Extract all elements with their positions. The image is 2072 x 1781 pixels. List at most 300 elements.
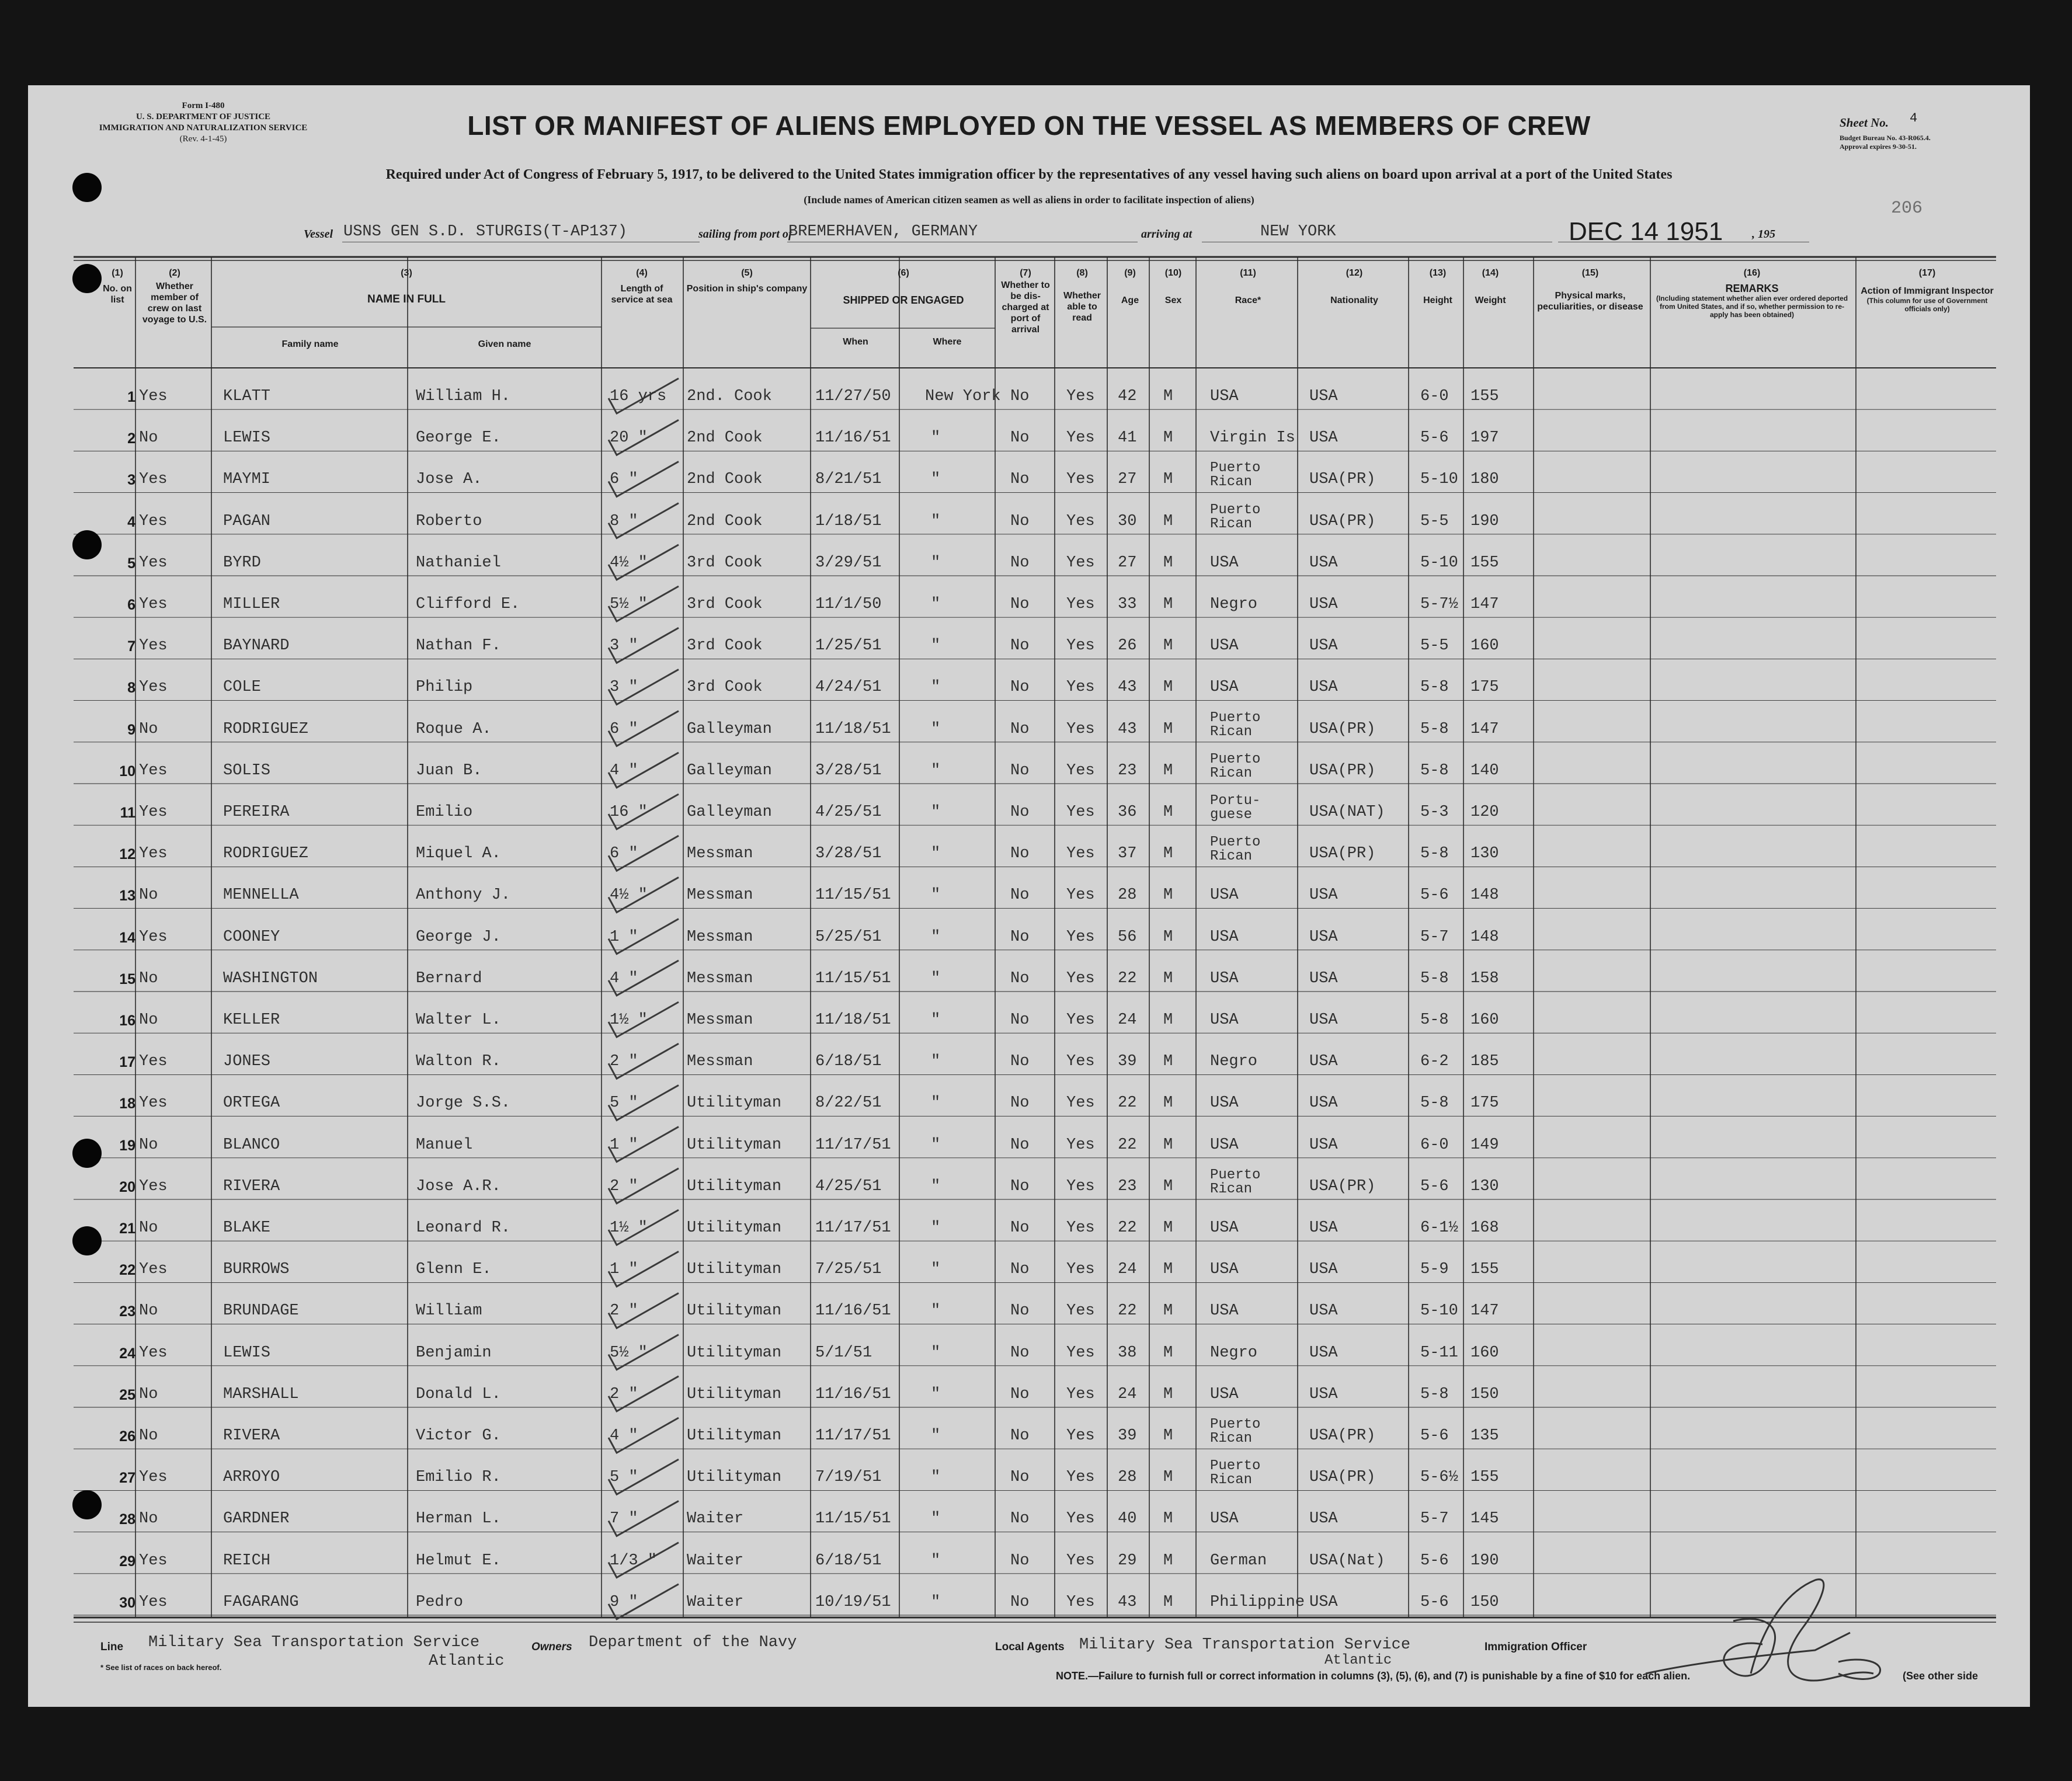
position: Messman: [687, 1011, 753, 1029]
sex: M: [1163, 969, 1173, 987]
age: 22: [1118, 1219, 1137, 1237]
col12-header: Nationality: [1330, 295, 1378, 305]
col10-header: Sex: [1164, 295, 1182, 305]
nationality: USA: [1309, 388, 1338, 405]
sex: M: [1163, 720, 1173, 738]
discharge: No: [1010, 1427, 1030, 1445]
page-title: LIST OR MANIFEST OF ALIENS EMPLOYED ON THE VESSEL AS MEMBERS OF CREW: [467, 110, 1591, 141]
service-length: 1 ": [610, 1136, 638, 1154]
sex: M: [1163, 1344, 1173, 1362]
weight: 155: [1470, 1469, 1499, 1487]
crew-last-voyage: No: [139, 886, 158, 905]
shipped-where: ": [931, 1469, 941, 1487]
shipped-where: ": [931, 928, 941, 946]
race: Puerto Rican: [1210, 502, 1261, 532]
discharge: No: [1010, 471, 1030, 489]
line-value: Military Sea Transportation Service: [148, 1634, 480, 1651]
position: Galleyman: [687, 720, 772, 738]
crew-last-voyage: No: [139, 1136, 158, 1154]
crew-last-voyage: No: [139, 969, 158, 987]
age: 22: [1118, 1136, 1137, 1154]
row-number: 4: [127, 513, 135, 530]
height: 5-6: [1420, 429, 1449, 447]
height: 5-11: [1420, 1344, 1458, 1362]
service-length: 1 ": [610, 928, 638, 946]
able-to-read: Yes: [1066, 1261, 1095, 1279]
service-length: 9 ": [610, 1593, 638, 1611]
service-length: 16 yrs: [610, 388, 667, 405]
position: Galleyman: [687, 761, 772, 780]
race: USA: [1210, 1094, 1239, 1112]
family-name: WASHINGTON: [223, 969, 318, 987]
service-length: 6 ": [610, 845, 638, 863]
shipped-where: New York: [925, 388, 1001, 405]
position: Utilityman: [687, 1094, 782, 1112]
weight: 140: [1470, 761, 1499, 780]
family-name: RIVERA: [223, 1177, 280, 1195]
able-to-read: Yes: [1066, 596, 1095, 613]
service-length: 1½ ": [610, 1219, 648, 1237]
family-name: JONES: [223, 1053, 271, 1071]
family-name: GARDNER: [223, 1510, 290, 1528]
given-name: George E.: [416, 429, 501, 447]
shipped-when: 3/28/51: [815, 845, 882, 863]
row-number: 8: [127, 680, 135, 697]
service-length: 1 ": [610, 1261, 638, 1279]
sex: M: [1163, 1219, 1173, 1237]
able-to-read: Yes: [1066, 554, 1095, 572]
sheet-number: 4: [1910, 111, 1918, 126]
crew-last-voyage: Yes: [139, 1344, 168, 1362]
able-to-read: Yes: [1066, 1385, 1095, 1403]
col14-number: (14): [1482, 268, 1499, 278]
nationality: USA: [1309, 1136, 1338, 1154]
nationality: USA: [1309, 1385, 1338, 1403]
departure-port: BREMERHAVEN, GERMANY: [788, 223, 978, 241]
crew-last-voyage: Yes: [139, 554, 168, 572]
shipped-where: ": [931, 1177, 941, 1195]
sex: M: [1163, 1094, 1173, 1112]
sex: M: [1163, 1552, 1173, 1570]
age: 40: [1118, 1510, 1137, 1528]
height: 5-5: [1420, 512, 1449, 530]
age: 22: [1118, 1302, 1137, 1320]
given-name: Roque A.: [416, 720, 492, 738]
row-number: 18: [119, 1095, 135, 1112]
nationality: USA: [1309, 1053, 1338, 1071]
height: 5-6½: [1420, 1469, 1458, 1487]
col14-header: Weight: [1475, 295, 1506, 305]
nationality: USA: [1309, 1219, 1338, 1237]
col17-number: (17): [1918, 268, 1936, 278]
shipped-where: ": [931, 554, 941, 572]
discharge: No: [1010, 1053, 1030, 1071]
discharge: No: [1010, 1219, 1030, 1237]
row-number: 14: [119, 929, 135, 946]
family-name: PEREIRA: [223, 803, 290, 821]
position: Utilityman: [687, 1427, 782, 1445]
service-length: 5½ ": [610, 1344, 648, 1362]
weight: 145: [1470, 1510, 1499, 1528]
binder-hole: [72, 1226, 102, 1255]
sex: M: [1163, 1302, 1173, 1320]
sex: M: [1163, 429, 1173, 447]
row-number: 27: [119, 1470, 135, 1487]
discharge: No: [1010, 1136, 1030, 1154]
given-name: Pedro: [416, 1593, 464, 1611]
shipped-where: ": [931, 512, 941, 530]
col16-number: (16): [1743, 268, 1761, 278]
sex: M: [1163, 761, 1173, 780]
family-name: RODRIGUEZ: [223, 720, 308, 738]
nationality: USA(Nat): [1309, 1552, 1385, 1570]
stamp-number: 206: [1891, 199, 1923, 218]
race: USA: [1210, 1219, 1239, 1237]
given-name: Donald L.: [416, 1385, 501, 1403]
owners-value: Department of the Navy: [589, 1634, 797, 1651]
position: Messman: [687, 886, 753, 905]
year-suffix: , 195: [1752, 228, 1775, 241]
shipped-when: 3/29/51: [815, 554, 882, 572]
service-length: 3 ": [610, 679, 638, 697]
given-name: Anthony J.: [416, 886, 511, 905]
able-to-read: Yes: [1066, 1427, 1095, 1445]
given-name: Miquel A.: [416, 845, 501, 863]
row-number: 20: [119, 1178, 135, 1195]
col16-subheader: (Including statement whether alien ever ordered deported from United States, and if so, whether permission to re-apply has been obtained): [1656, 294, 1848, 319]
able-to-read: Yes: [1066, 1219, 1095, 1237]
sex: M: [1163, 1136, 1173, 1154]
nationality: USA(PR): [1309, 1427, 1376, 1445]
race: USA: [1210, 1302, 1239, 1320]
shipped-where: ": [931, 637, 941, 655]
col3a-header: Family name: [281, 339, 339, 349]
race: Negro: [1210, 1053, 1258, 1071]
row-number: 9: [127, 721, 135, 738]
discharge: No: [1010, 803, 1030, 821]
sex: M: [1163, 886, 1173, 905]
row-number: 3: [127, 472, 135, 489]
weight: 175: [1470, 1094, 1499, 1112]
crew-last-voyage: Yes: [139, 388, 168, 405]
row-number: 11: [120, 805, 135, 821]
shipped-when: 6/18/51: [815, 1053, 882, 1071]
service-length: 3 ": [610, 637, 638, 655]
crew-last-voyage: Yes: [139, 1177, 168, 1195]
row-number: 21: [119, 1220, 135, 1237]
discharge: No: [1010, 1593, 1030, 1611]
sex: M: [1163, 1177, 1173, 1195]
service-name: IMMIGRATION AND NATURALIZATION SERVICE: [99, 123, 308, 133]
family-name: BLAKE: [223, 1219, 271, 1237]
row-number: 29: [119, 1553, 135, 1570]
shipped-where: ": [931, 1011, 941, 1029]
sex: M: [1163, 845, 1173, 863]
shipped-where: ": [931, 596, 941, 613]
row-number: 19: [119, 1137, 135, 1154]
weight: 160: [1470, 637, 1499, 655]
family-name: REICH: [223, 1552, 271, 1570]
shipped-when: 11/16/51: [815, 1385, 891, 1403]
able-to-read: Yes: [1066, 1302, 1095, 1320]
discharge: No: [1010, 886, 1030, 905]
age: 39: [1118, 1053, 1137, 1071]
family-name: LEWIS: [223, 1344, 271, 1362]
shipped-when: 6/18/51: [815, 1552, 882, 1570]
discharge: No: [1010, 1552, 1030, 1570]
shipped-when: 11/1/50: [815, 596, 882, 613]
position: Utilityman: [687, 1344, 782, 1362]
binder-hole: [72, 173, 102, 202]
sex: M: [1163, 1261, 1173, 1279]
col17-header: Action of Immigrant Inspector: [1861, 286, 1994, 296]
position: Messman: [687, 928, 753, 946]
officer-label: Immigration Officer: [1485, 1641, 1587, 1653]
age: 23: [1118, 761, 1137, 780]
nationality: USA(PR): [1309, 761, 1376, 780]
age: 41: [1118, 429, 1137, 447]
nationality: USA(PR): [1309, 720, 1376, 738]
race: USA: [1210, 1136, 1239, 1154]
col5-number: (5): [741, 268, 753, 278]
position: Waiter: [687, 1552, 744, 1570]
height: 5-7½: [1420, 596, 1458, 613]
given-name: Glenn E.: [416, 1261, 492, 1279]
discharge: No: [1010, 512, 1030, 530]
able-to-read: Yes: [1066, 845, 1095, 863]
crew-last-voyage: Yes: [139, 512, 168, 530]
crew-last-voyage: No: [139, 1385, 158, 1403]
col3-number: (3): [401, 268, 412, 278]
shipped-when: 1/25/51: [815, 637, 882, 655]
able-to-read: Yes: [1066, 388, 1095, 405]
height: 5-7: [1420, 1510, 1449, 1528]
shipped-when: 8/21/51: [815, 471, 882, 489]
crew-last-voyage: Yes: [139, 1469, 168, 1487]
service-length: 2 ": [610, 1385, 638, 1403]
age: 27: [1118, 471, 1137, 489]
height: 5-3: [1420, 803, 1449, 821]
race: USA: [1210, 554, 1239, 572]
age: 27: [1118, 554, 1137, 572]
service-length: 7 ": [610, 1510, 638, 1528]
age: 38: [1118, 1344, 1137, 1362]
position: Utilityman: [687, 1385, 782, 1403]
shipped-when: 11/18/51: [815, 720, 891, 738]
shipped-where: ": [931, 1510, 941, 1528]
shipped-where: ": [931, 1385, 941, 1403]
weight: 190: [1470, 1552, 1499, 1570]
race: USA: [1210, 679, 1239, 697]
shipped-where: ": [931, 679, 941, 697]
service-length: 20 ": [610, 429, 648, 447]
position: 3rd Cook: [687, 679, 763, 697]
height: 5-8: [1420, 969, 1449, 987]
col16-header: REMARKS: [1725, 283, 1779, 294]
race: USA: [1210, 886, 1239, 905]
shipped-where: ": [931, 1053, 941, 1071]
given-name: Jose A.: [416, 471, 482, 489]
weight: 147: [1470, 720, 1499, 738]
discharge: No: [1010, 1261, 1030, 1279]
crew-last-voyage: Yes: [139, 1053, 168, 1071]
col2-header: Whether member of crew on last voyage to U.S.: [142, 281, 207, 325]
height: 6-1½: [1420, 1219, 1458, 1237]
weight: 155: [1470, 554, 1499, 572]
nationality: USA: [1309, 554, 1338, 572]
col15-header: Physical marks, peculiarities, or disease: [1537, 291, 1643, 312]
family-name: BLANCO: [223, 1136, 280, 1154]
position: 2nd Cook: [687, 512, 763, 530]
given-name: Leonard R.: [416, 1219, 511, 1237]
height: 5-10: [1420, 1302, 1458, 1320]
height: 5-8: [1420, 1385, 1449, 1403]
position: Waiter: [687, 1593, 744, 1611]
nationality: USA(PR): [1309, 1469, 1376, 1487]
weight: 147: [1470, 596, 1499, 613]
age: 28: [1118, 1469, 1137, 1487]
col8-header: Whether able to read: [1063, 291, 1101, 323]
shipped-where: ": [931, 1302, 941, 1320]
agents-value-2: Atlantic: [1324, 1653, 1392, 1668]
shipped-where: ": [931, 1219, 941, 1237]
sex: M: [1163, 637, 1173, 655]
weight: 147: [1470, 1302, 1499, 1320]
agents-value: Military Sea Transportation Service: [1079, 1636, 1411, 1654]
nationality: USA(PR): [1309, 471, 1376, 489]
nationality: USA: [1309, 637, 1338, 655]
budget-bureau-number: Budget Bureau No. 43-R065.4.: [1840, 134, 1931, 142]
shipped-where: ": [931, 720, 941, 738]
crew-last-voyage: No: [139, 1011, 158, 1029]
height: 5-10: [1420, 554, 1458, 572]
race: Puerto Rican: [1210, 834, 1261, 865]
nationality: USA: [1309, 679, 1338, 697]
position: 2nd Cook: [687, 471, 763, 489]
penalty-note: NOTE.—Failure to furnish full or correct information in columns (3), (5), (6), and (7) is punishable by a fine of $10 for each alien.: [1056, 1670, 1691, 1682]
crew-last-voyage: Yes: [139, 845, 168, 863]
height: 5-6: [1420, 1552, 1449, 1570]
binder-hole: [72, 1490, 102, 1519]
crew-last-voyage: Yes: [139, 679, 168, 697]
discharge: No: [1010, 1344, 1030, 1362]
sex: M: [1163, 471, 1173, 489]
owners-label: Owners: [531, 1641, 572, 1653]
height: 6-0: [1420, 1136, 1449, 1154]
height: 5-6: [1420, 886, 1449, 905]
shipped-where: ": [931, 1094, 941, 1112]
crew-last-voyage: Yes: [139, 471, 168, 489]
row-number: 24: [119, 1345, 135, 1362]
race: USA: [1210, 969, 1239, 987]
sex: M: [1163, 1427, 1173, 1445]
given-name: Benjamin: [416, 1344, 492, 1362]
sailing-label: sailing from port of: [698, 228, 792, 241]
department: U. S. DEPARTMENT OF JUSTICE: [135, 112, 271, 121]
shipped-where: ": [931, 1261, 941, 1279]
col4-header: Length of service at sea: [611, 284, 673, 305]
able-to-read: Yes: [1066, 1344, 1095, 1362]
service-length: 4½ ": [610, 554, 648, 572]
nationality: USA: [1309, 1344, 1338, 1362]
weight: 150: [1470, 1385, 1499, 1403]
race: USA: [1210, 1385, 1239, 1403]
arrival-port: NEW YORK: [1260, 223, 1336, 241]
crew-last-voyage: Yes: [139, 596, 168, 613]
position: Messman: [687, 969, 753, 987]
family-name: FAGARANG: [223, 1593, 299, 1611]
given-name: George J.: [416, 928, 501, 946]
shipped-when: 7/19/51: [815, 1469, 882, 1487]
height: 5-6: [1420, 1427, 1449, 1445]
row-number: 10: [119, 763, 135, 780]
row-number: 25: [119, 1386, 135, 1403]
nationality: USA: [1309, 1510, 1338, 1528]
shipped-where: ": [931, 845, 941, 863]
age: 26: [1118, 637, 1137, 655]
col17-subheader: (This column for use of Government officials only): [1866, 297, 1988, 313]
able-to-read: Yes: [1066, 679, 1095, 697]
position: Messman: [687, 845, 753, 863]
weight: 168: [1470, 1219, 1499, 1237]
race: Negro: [1210, 1344, 1258, 1362]
nationality: USA: [1309, 429, 1338, 447]
position: Utilityman: [687, 1219, 782, 1237]
crew-last-voyage: Yes: [139, 928, 168, 946]
col12-number: (12): [1346, 268, 1363, 278]
form-revision: (Rev. 4-1-45): [179, 134, 227, 144]
position: 3rd Cook: [687, 596, 763, 613]
weight: 175: [1470, 679, 1499, 697]
age: 33: [1118, 596, 1137, 613]
col10-number: (10): [1164, 268, 1182, 278]
discharge: No: [1010, 928, 1030, 946]
sheet-number-label: Sheet No.: [1840, 116, 1889, 130]
family-name: BURROWS: [223, 1261, 290, 1279]
given-name: Nathan F.: [416, 637, 501, 655]
age: 29: [1118, 1552, 1137, 1570]
vessel-name: USNS GEN S.D. STURGIS(T-AP137): [343, 223, 628, 241]
row-number: 5: [127, 555, 135, 572]
shipped-where: ": [931, 761, 941, 780]
col9-header: Age: [1121, 295, 1139, 305]
age: 23: [1118, 1177, 1137, 1195]
height: 5-6: [1420, 1593, 1449, 1611]
position: Utilityman: [687, 1469, 782, 1487]
weight: 180: [1470, 471, 1499, 489]
weight: 150: [1470, 1593, 1499, 1611]
col5-header: Position in ship's company: [686, 284, 808, 294]
race: USA: [1210, 1011, 1239, 1029]
race: Puerto Rican: [1210, 751, 1261, 781]
service-length: 5½ ": [610, 596, 648, 613]
position: Galleyman: [687, 803, 772, 821]
crew-last-voyage: Yes: [139, 1593, 168, 1611]
shipped-where: ": [931, 969, 941, 987]
crew-last-voyage: No: [139, 429, 158, 447]
row-number: 7: [127, 638, 135, 655]
given-name: Helmut E.: [416, 1552, 501, 1570]
able-to-read: Yes: [1066, 1177, 1095, 1195]
service-length: 5 ": [610, 1094, 638, 1112]
see-other-side: (See other side: [1903, 1670, 1979, 1682]
shipped-when: 11/15/51: [815, 969, 891, 987]
race: USA: [1210, 637, 1239, 655]
given-name: Walton R.: [416, 1053, 501, 1071]
age: 28: [1118, 886, 1137, 905]
nationality: USA(PR): [1309, 512, 1376, 530]
race: German: [1210, 1552, 1267, 1570]
